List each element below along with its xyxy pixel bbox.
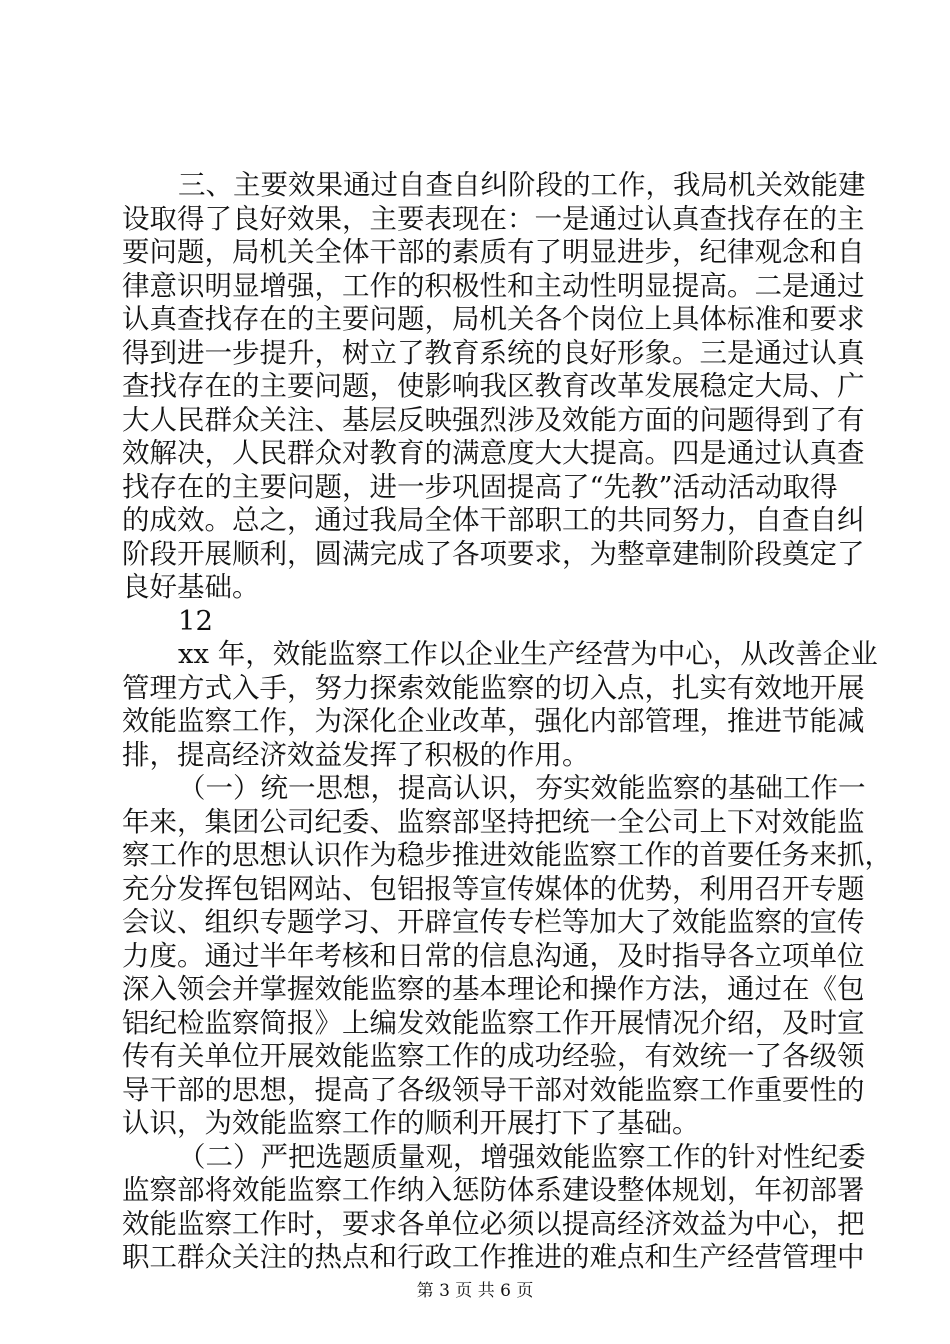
text-line: 年来，集团公司纪委、监察部坚持把统一全公司上下对效能监 — [122, 805, 865, 838]
text-line: 管理方式入手，努力探索效能监察的切入点，扎实有效地开展 — [122, 671, 865, 704]
text-line: 要问题，局机关全体干部的素质有了明显进步，纪律观念和自 — [122, 236, 865, 268]
text-line: 的成效。总之，通过我局全体干部职工的共同努力，自查自纠 — [122, 504, 865, 536]
text-line: 会议、组织专题学习、开辟宣传专栏等加大了效能监察的宣传 — [122, 906, 865, 938]
text-line: 效解决，人民群众对教育的满意度大大提高。四是通过认真查 — [122, 437, 865, 469]
text-line: 查找存在的主要问题，使影响我区教育改革发展稳定大局、广 — [122, 370, 865, 402]
text-line: 效能监察工作，为深化企业改革，强化内部管理，推进节能减 — [122, 705, 865, 737]
text-line: 力度。通过半年考核和日常的信息沟通，及时指导各立项单位 — [122, 939, 865, 972]
text-line: 三、主要效果通过自查自纠阶段的工作，我局机关效能建 — [178, 169, 866, 201]
text-line: 效能监察工作时，要求各单位必须以提高经济效益为中心，把 — [122, 1207, 865, 1240]
text-line: 导干部的思想，提高了各级领导干部对效能监察工作重要性的 — [122, 1073, 865, 1106]
text-line: 传有关单位开展效能监察工作的成功经验，有效统一了各级领 — [122, 1040, 865, 1072]
text-line: 良好基础。 — [122, 571, 260, 603]
text-line: 设取得了良好效果，主要表现在：一是通过认真查找存在的主 — [122, 202, 865, 235]
text-line: 深入领会并掌握效能监察的基本理论和操作方法，通过在《包 — [122, 973, 865, 1005]
text-line: 得到进一步提升，树立了教育系统的良好形象。三是通过认真 — [122, 336, 865, 369]
text-line: xx 年，效能监察工作以企业生产经营为中心，从改善企业 — [178, 638, 878, 670]
text-line: 认识，为效能监察工作的顺利开展打下了基础。 — [122, 1107, 700, 1139]
text-line: 大人民群众关注、基层反映强烈涉及效能方面的问题得到了有 — [122, 403, 865, 436]
text-line: 认真查找存在的主要问题，局机关各个岗位上具体标准和要求 — [122, 303, 865, 335]
section-number: 12 — [178, 604, 213, 637]
text-line: 监察部将效能监察工作纳入惩防体系建设整体规划，年初部署 — [122, 1174, 865, 1206]
text-line: 律意识明显增强，工作的积极性和主动性明显提高。二是通过 — [122, 269, 865, 302]
text-line: （一）统一思想，提高认识，夯实效能监察的基础工作一 — [178, 772, 866, 804]
text-line: 铝纪检监察简报》上编发效能监察工作开展情况介绍，及时宣 — [122, 1006, 865, 1039]
page-number-footer: 第 3 页 共 6 页 — [416, 1281, 534, 1301]
text-line: 排，提高经济效益发挥了积极的作用。 — [122, 738, 590, 771]
text-line: 充分发挥包铝网站、包铝报等宣传媒体的优势，利用召开专题 — [122, 872, 865, 905]
text-line: 察工作的思想认识作为稳步推进效能监察工作的首要任务来抓， — [122, 839, 892, 871]
text-line: 职工群众关注的热点和行政工作推进的难点和生产经营管理中 — [122, 1241, 865, 1273]
text-line: 找存在的主要问题，进一步巩固提高了“先教”活动活动取得 — [122, 470, 838, 503]
text-line: （二）严把选题质量观，增强效能监察工作的针对性纪委 — [178, 1140, 866, 1173]
text-line: 阶段开展顺利，圆满完成了各项要求，为整章建制阶段奠定了 — [122, 537, 865, 570]
